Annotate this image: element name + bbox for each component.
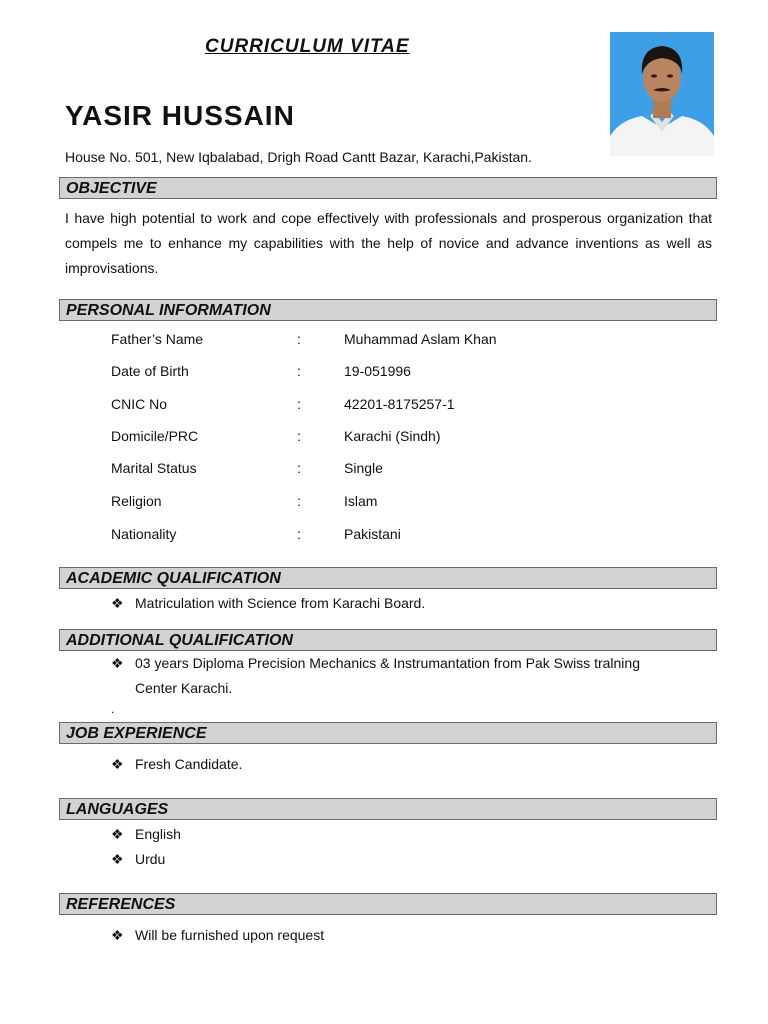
diamond-bullet-icon: ❖ bbox=[111, 851, 124, 867]
religion-label: Religion bbox=[111, 493, 162, 509]
candidate-address: House No. 501, New Iqbalabad, Drigh Road Cantt Bazar, Karachi,Pakistan. bbox=[65, 149, 532, 165]
section-header-academic-qualification bbox=[59, 567, 717, 589]
nationality-label: Nationality bbox=[111, 526, 177, 542]
list-item-text: 03 years Diploma Precision Mechanics & Instrumantation from Pak Swiss tralning bbox=[135, 655, 640, 671]
document-title: CURRICULUM VITAE bbox=[205, 36, 410, 57]
separator-colon: : bbox=[297, 460, 301, 476]
person-photo-icon bbox=[610, 32, 714, 156]
candidate-name: YASIR HUSSAIN bbox=[65, 100, 295, 131]
separator-colon: : bbox=[297, 331, 301, 347]
stray-period: . bbox=[111, 702, 115, 716]
list-item bbox=[111, 756, 242, 773]
diamond-bullet-icon: ❖ bbox=[111, 756, 124, 772]
separator-colon: : bbox=[297, 363, 301, 379]
section-title: ADDITIONAL QUALIFICATION bbox=[66, 632, 293, 649]
list-item-text: Matriculation with Science from Karachi Board. bbox=[135, 595, 426, 611]
section-header-additional-qualification bbox=[59, 629, 717, 651]
section-header-references bbox=[59, 893, 717, 915]
separator-colon: : bbox=[297, 493, 301, 509]
date-of-birth-label: Date of Birth bbox=[111, 363, 189, 379]
nationality-value: Pakistani bbox=[344, 526, 401, 542]
list-item bbox=[111, 851, 165, 868]
marital-status-value: Single bbox=[344, 460, 383, 476]
list-item bbox=[111, 655, 640, 672]
diamond-bullet-icon: ❖ bbox=[111, 655, 124, 671]
father-name-value: Muhammad Aslam Khan bbox=[344, 331, 497, 347]
section-title: REFERENCES bbox=[66, 896, 176, 913]
section-header-personal-information bbox=[59, 299, 717, 321]
father-name-label: Father’s Name bbox=[111, 331, 204, 347]
domicile-label: Domicile/PRC bbox=[111, 428, 199, 444]
diamond-bullet-icon: ❖ bbox=[111, 927, 124, 943]
objective-text: I have high potential to work and cope effectively with professionals and prosperous organization that compels me to enhance my capabilities with the help of novice and advance inventions as well as improvisations. bbox=[65, 210, 712, 276]
section-header-objective bbox=[59, 177, 717, 199]
separator-colon: : bbox=[297, 396, 301, 412]
cnic-label: CNIC No bbox=[111, 396, 168, 412]
list-item bbox=[111, 927, 324, 944]
list-item-continuation: Center Karachi. bbox=[135, 680, 233, 696]
separator-colon: : bbox=[297, 428, 301, 444]
list-item-text: Urdu bbox=[135, 851, 166, 867]
section-title: LANGUAGES bbox=[66, 801, 169, 818]
list-item bbox=[111, 595, 425, 612]
diamond-bullet-icon: ❖ bbox=[111, 826, 124, 842]
marital-status-label: Marital Status bbox=[111, 460, 197, 476]
list-item-text: Will be furnished upon request bbox=[135, 927, 325, 943]
section-title: ACADEMIC QUALIFICATION bbox=[66, 570, 281, 587]
section-title: PERSONAL INFORMATION bbox=[66, 302, 271, 319]
section-header-job-experience bbox=[59, 722, 717, 744]
section-header-languages bbox=[59, 798, 717, 820]
date-of-birth-value: 19-051996 bbox=[344, 363, 411, 379]
list-item-text: Fresh Candidate. bbox=[135, 756, 243, 772]
domicile-value: Karachi (Sindh) bbox=[344, 428, 441, 444]
cnic-value: 42201-8175257-1 bbox=[344, 396, 455, 412]
separator-colon: : bbox=[297, 526, 301, 542]
diamond-bullet-icon: ❖ bbox=[111, 595, 124, 611]
section-title: OBJECTIVE bbox=[66, 180, 157, 197]
list-item-text: English bbox=[135, 826, 181, 842]
list-item bbox=[111, 826, 181, 843]
religion-value: Islam bbox=[344, 493, 378, 509]
profile-photo bbox=[610, 32, 714, 156]
section-title: JOB EXPERIENCE bbox=[66, 725, 207, 742]
